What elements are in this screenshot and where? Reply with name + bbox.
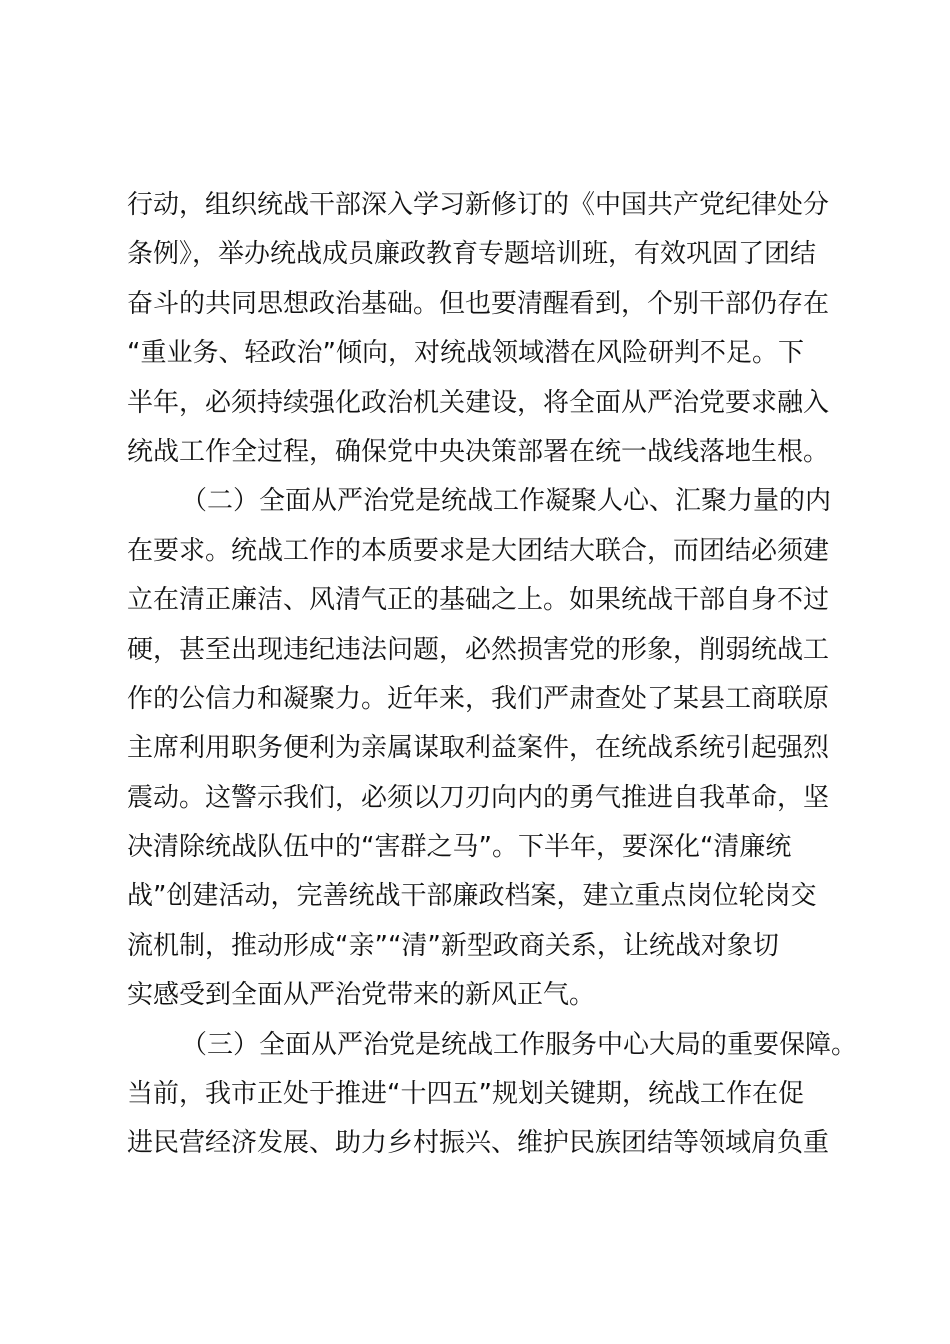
text-line: 战”创建活动，完善统战干部廉政档案，建立重点岗位轮岗交: [127, 881, 817, 912]
text-line: 流机制，推动形成“亲”“清”新型政商关系，让统战对象切: [127, 930, 779, 961]
text-line: 统战工作全过程，确保党中央决策部署在统一战线落地生根。: [127, 436, 830, 467]
text-line: 当前，我市正处于推进“十四五”规划关键期，统战工作在促: [127, 1079, 804, 1110]
text-line: 作的公信力和凝聚力。近年来，我们严肃查处了某县工商联原: [127, 683, 830, 714]
text-line: 震动。这警示我们，必须以刀刃向内的勇气推进自我革命，坚: [127, 782, 830, 813]
text-line: 主席利用职务便利为亲属谋取利益案件，在统战系统引起强烈: [127, 733, 830, 764]
text-line: 半年，必须持续强化政治机关建设，将全面从严治党要求融入: [127, 387, 830, 418]
paragraph-heading-3: （三）全面从严治党是统战工作服务中心大局的重要保障。: [181, 1029, 858, 1060]
text-line: “重业务、轻政治”倾向，对统战领域潜在风险研判不足。下: [127, 338, 804, 369]
text-line: 实感受到全面从严治党带来的新风正气。: [127, 980, 596, 1011]
text-line: 奋斗的共同思想政治基础。但也要清醒看到，个别干部仍存在: [127, 288, 830, 319]
text-line: 在要求。统战工作的本质要求是大团结大联合，而团结必须建: [127, 535, 830, 566]
text-line: 硬，甚至出现违纪违法问题，必然损害党的形象，削弱统战工: [127, 634, 830, 665]
paragraph-heading-2: （二）全面从严治党是统战工作凝聚人心、汇聚力量的内: [181, 486, 832, 517]
text-line: 进民营经济发展、助力乡村振兴、维护民族团结等领域肩负重: [127, 1128, 830, 1159]
text-line: 条例》，举办统战成员廉政教育专题培训班，有效巩固了团结: [127, 239, 817, 270]
text-line: 立在清正廉洁、风清气正的基础之上。如果统战干部自身不过: [127, 585, 830, 616]
body-text: [127, 181, 858, 1169]
text-line: 决清除统战队伍中的“害群之马”。下半年，要深化“清廉统: [127, 832, 792, 863]
text-line: 行动，组织统战干部深入学习新修订的《中国共产党纪律处分: [127, 190, 830, 220]
